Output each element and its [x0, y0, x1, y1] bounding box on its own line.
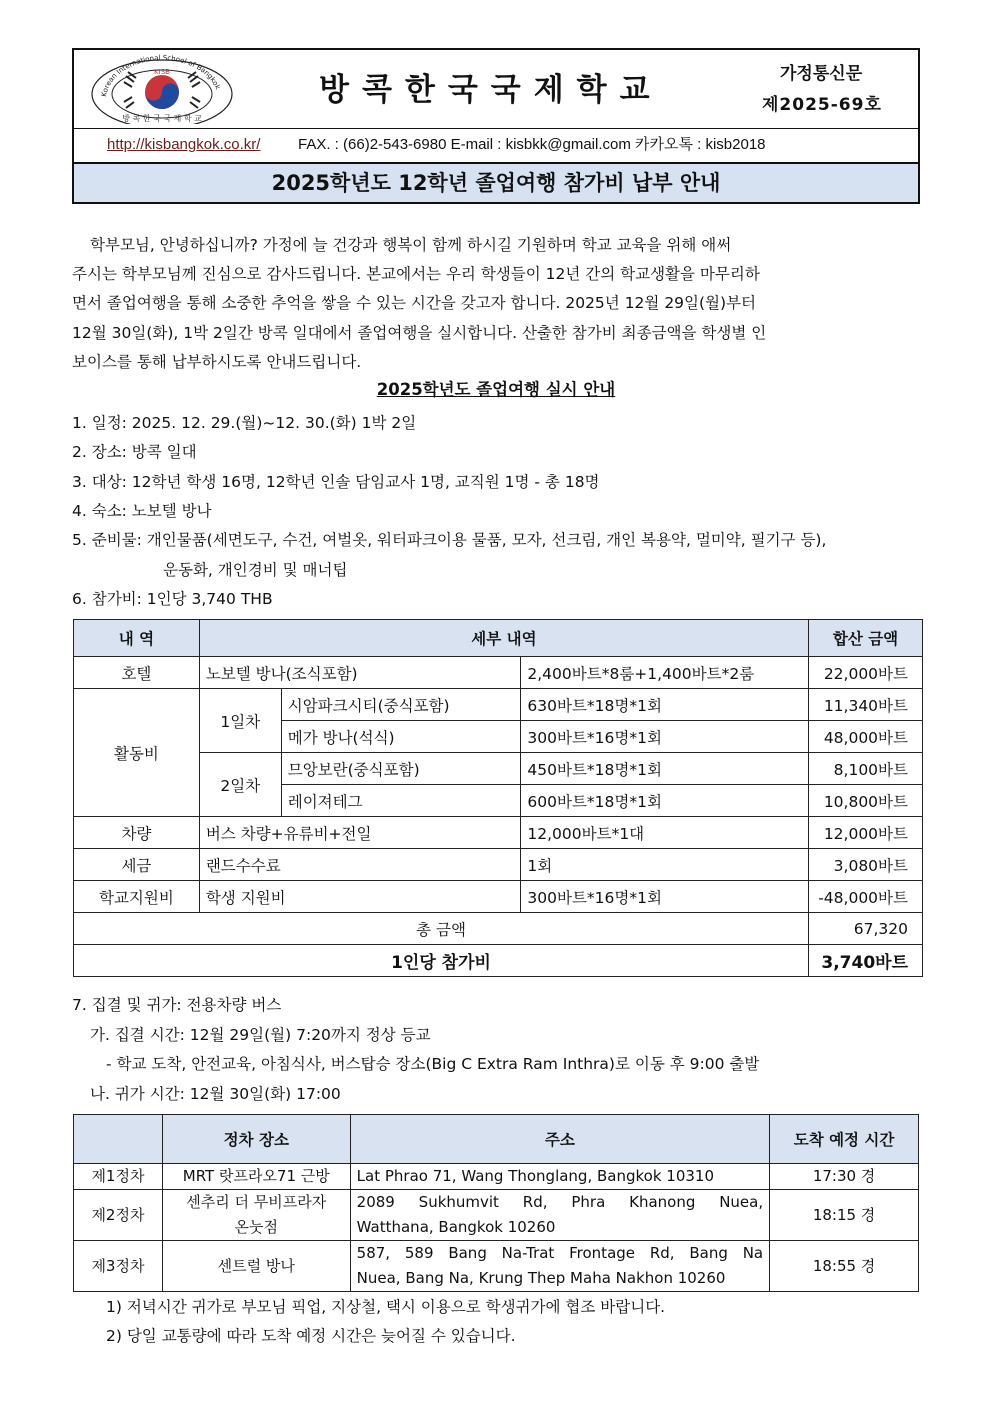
school-logo-icon	[84, 54, 240, 124]
row-name: 학생 지원비	[199, 881, 521, 913]
table-row	[74, 1241, 919, 1292]
note-1: 1) 저녁시간 귀가로 부모님 픽업, 지상철, 택시 이용으로 학생귀가에 협조 바랍니다.	[106, 1298, 666, 1316]
row-category: 차량	[74, 817, 200, 849]
contact-bar	[74, 128, 918, 164]
letterhead	[72, 48, 920, 204]
stop-address	[350, 1241, 769, 1292]
gathering-time: 가. 집결 시간: 12월 29일(월) 7:20까지 정상 등교	[90, 1026, 431, 1044]
row-calc: 600바트*18명*1회	[521, 785, 809, 817]
row-name: 레이져테그	[281, 785, 521, 817]
website-link[interactable]: http://kisbangkok.co.kr/	[107, 136, 261, 153]
row-calc: 1회	[521, 849, 809, 881]
table-header-row	[74, 1115, 919, 1164]
notice-title: 2025학년도 12학년 졸업여행 참가비 납부 안내	[74, 164, 918, 202]
per-person-row	[74, 945, 923, 977]
total-row	[74, 913, 923, 945]
row-name: 시암파크시티(중식포함)	[281, 689, 521, 721]
section-title: 2025학년도 졸업여행 실시 안내	[376, 380, 616, 399]
per-person-value: 3,740바트	[809, 945, 923, 977]
row-name: 노보텔 방나(조식포함)	[199, 657, 521, 689]
stop-number: 제1정차	[74, 1164, 163, 1190]
row-sum: 3,080바트	[809, 849, 923, 881]
logo-bottom-text: 방 콕 한 국 국 제 학 교	[122, 114, 202, 123]
col-header-item: 내 역	[74, 620, 200, 657]
col-header-sum: 합산 금액	[809, 620, 923, 657]
row-calc: 12,000바트*1대	[521, 817, 809, 849]
item-gathering: 7. 집결 및 귀가: 전용차량 버스	[72, 996, 282, 1014]
row-calc: 300바트*16명*1회	[521, 721, 809, 753]
row-day: 2일차	[199, 753, 281, 817]
document-type: 가정통신문	[780, 64, 863, 84]
item-supplies-cont: 운동화, 개인경비 및 매너팁	[163, 561, 348, 579]
row-calc: 450바트*18명*1회	[521, 753, 809, 785]
intro-line: 면서 졸업여행을 통해 소중한 추억을 쌓을 수 있는 시간을 갖고자 합니다. 2025년 12월 29일(월)부터	[72, 294, 757, 313]
stop-number: 제3정차	[74, 1241, 163, 1292]
row-day: 1일차	[199, 689, 281, 753]
stop-address-line: Nuea, Bang Na, Krung Thep Maha Nakhon 10260	[356, 1269, 726, 1287]
col-header-time: 도착 예정 시간	[770, 1115, 919, 1164]
item-supplies: 5. 준비물: 개인물품(세면도구, 수건, 여벌옷, 워터파크이용 물품, 모자, 선크림, 개인 복용약, 멀미약, 필기구 등),	[72, 531, 827, 549]
row-sum: 48,000바트	[809, 721, 923, 753]
row-name: 랜드수수료	[199, 849, 521, 881]
total-value: 67,320	[809, 913, 923, 945]
stop-address: Lat Phrao 71, Wang Thonglang, Bangkok 10310	[350, 1164, 769, 1190]
col-header-place: 정차 장소	[162, 1115, 350, 1164]
table-row	[74, 817, 923, 849]
row-calc: 300바트*16명*1회	[521, 881, 809, 913]
stops-table	[73, 1114, 919, 1292]
table-row	[74, 689, 923, 721]
row-name: 메가 방나(석식)	[281, 721, 521, 753]
stop-place	[162, 1190, 350, 1241]
intro-line: 보이스를 통해 납부하시도록 안내드립니다.	[72, 352, 362, 371]
return-time: 나. 귀가 시간: 12월 30일(화) 17:00	[90, 1085, 341, 1103]
item-fee: 6. 참가비: 1인당 3,740 THB	[72, 590, 273, 608]
stop-address-line: Watthana, Bangkok 10260	[356, 1218, 556, 1236]
stop-number: 제2정차	[74, 1190, 163, 1241]
contact-info: FAX. : (66)2-543-6980 E-mail : kisbkk@gmail.com 카카오톡 : kisb2018	[298, 136, 766, 153]
row-name: 버스 차량+유류비+전일	[199, 817, 521, 849]
row-calc: 630바트*18명*1회	[521, 689, 809, 721]
stop-address-line: 587, 589 Bang Na-Trat Frontage Rd, Bang Na	[356, 1244, 764, 1262]
stop-time: 18:15 경	[770, 1190, 919, 1241]
item-target: 3. 대상: 12학년 학생 16명, 12학년 인솔 담임교사 1명, 교직원 1명 - 총 18명	[72, 473, 600, 491]
table-row	[74, 657, 923, 689]
stop-place-line: 온눗점	[234, 1218, 279, 1236]
row-calc: 2,400바트*8룸+1,400바트*2룸	[521, 657, 809, 689]
item-schedule: 1. 일정: 2025. 12. 29.(월)~12. 30.(화) 1박 2일	[72, 414, 417, 432]
note-2: 2) 당일 교통량에 따라 도착 예정 시간은 늦어질 수 있습니다.	[106, 1327, 516, 1345]
stop-time: 17:30 경	[770, 1164, 919, 1190]
letterhead-top	[74, 50, 918, 129]
stop-place: 센트럴 방나	[162, 1241, 350, 1292]
per-person-label: 1인당 참가비	[74, 945, 809, 977]
intro-paragraph	[72, 231, 920, 377]
cost-table	[73, 619, 923, 977]
stop-address	[350, 1190, 769, 1241]
stop-place: MRT 랏프라오71 근방	[162, 1164, 350, 1190]
row-category: 활동비	[74, 689, 200, 817]
table-row	[74, 753, 923, 785]
table-row	[74, 849, 923, 881]
item-lodging: 4. 숙소: 노보텔 방나	[72, 502, 212, 520]
row-name: 므앙보란(중식포함)	[281, 753, 521, 785]
row-category: 학교지원비	[74, 881, 200, 913]
intro-line: 12월 30일(화), 1박 2일간 방콕 일대에서 졸업여행을 실시합니다. 산출한 참가비 최종금액을 학생별 인	[72, 323, 767, 342]
school-name: 방콕한국국제학교	[319, 72, 663, 108]
logo-center-text: KISB	[154, 68, 170, 76]
col-header-detail: 세부 내역	[199, 620, 808, 657]
row-category: 호텔	[74, 657, 200, 689]
row-sum: -48,000바트	[809, 881, 923, 913]
stop-time: 18:55 경	[770, 1241, 919, 1292]
total-label: 총 금액	[74, 913, 809, 945]
logo-ring-text: Korean International School of Bangkok	[100, 54, 222, 98]
gathering-detail: - 학교 도착, 안전교육, 아침식사, 버스탑승 장소(Big C Extra Ram Inthra)로 이동 후 9:00 출발	[106, 1055, 760, 1073]
table-row	[74, 1164, 919, 1190]
table-header-row	[74, 620, 923, 657]
document-number: 제2025-69호	[762, 95, 882, 115]
row-sum: 11,340바트	[809, 689, 923, 721]
col-header-address: 주소	[350, 1115, 769, 1164]
item-place: 2. 장소: 방콕 일대	[72, 443, 197, 461]
col-header-blank	[74, 1115, 163, 1164]
stop-address-line: 2089 Sukhumvit Rd, Phra Khanong Nuea,	[356, 1193, 764, 1211]
row-sum: 12,000바트	[809, 817, 923, 849]
row-sum: 10,800바트	[809, 785, 923, 817]
table-row	[74, 881, 923, 913]
intro-line: 주시는 학부모님께 진심으로 감사드립니다. 본교에서는 우리 학생들이 12년 간의 학교생활을 마무리하	[72, 265, 760, 284]
row-sum: 22,000바트	[809, 657, 923, 689]
stop-place-line: 센추리 더 무비프라자	[186, 1193, 327, 1211]
table-row	[74, 1190, 919, 1241]
row-category: 세금	[74, 849, 200, 881]
row-sum: 8,100바트	[809, 753, 923, 785]
intro-line: 학부모님, 안녕하십니까? 가정에 늘 건강과 행복이 함께 하시길 기원하며 학교 교육을 위해 애써	[90, 236, 732, 254]
